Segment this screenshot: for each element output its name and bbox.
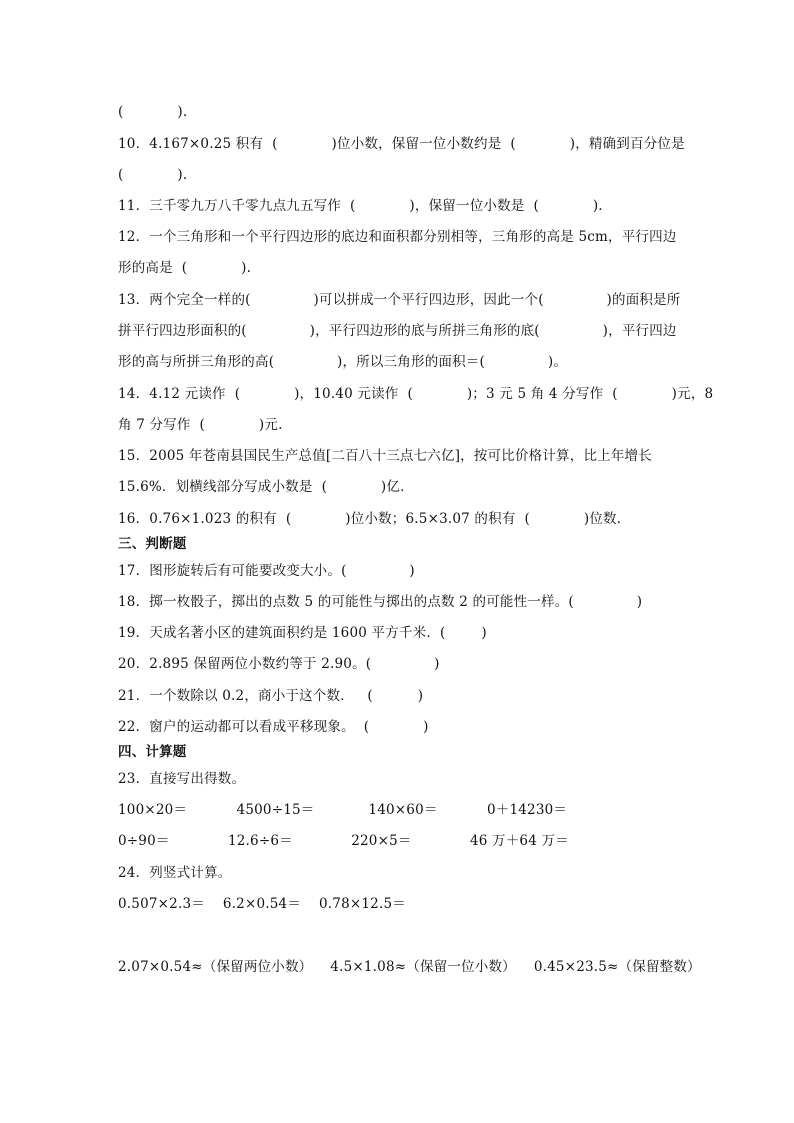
calc-row-1: 100×20＝ 4500÷15＝ 140×60＝ 0＋14230＝ bbox=[118, 802, 568, 818]
question-19: 19．天成名著小区的建筑面积约是 1600 平方千米．( ) bbox=[118, 625, 487, 641]
section-heading-calculation: 四、计算题 bbox=[118, 744, 187, 760]
question-24: 24．列竖式计算。 bbox=[118, 865, 232, 881]
vertical-calc-row-2: 2.07×0.54≈（保留两位小数） 4.5×1.08≈（保留一位小数） 0.45×23.5≈（保留整数） bbox=[118, 959, 701, 975]
question-18: 18．掷一枚骰子，掷出的点数 5 的可能性与掷出的点数 2 的可能性一样。( ) bbox=[118, 594, 643, 610]
calc-row-2: 0÷90＝ 12.6÷6＝ 220×5＝ 46 万＋64 万＝ bbox=[118, 833, 569, 849]
section-heading-judgement: 三、判断题 bbox=[118, 536, 187, 552]
question-14: 14．4.12 元读作 ( )，10.40 元读作 ( )；3 元 5 角 4 分写作 ( )元，8 bbox=[118, 386, 714, 402]
question-13-cont-1: 拼平行四边形面积的( )，平行四边形的底与所拼三角形的底( )，平行四边 bbox=[118, 323, 677, 339]
question-12: 12．一个三角形和一个平行四边形的底边和面积都分别相等，三角形的高是 5cm，平行四边 bbox=[118, 229, 677, 245]
question-23: 23．直接写出得数。 bbox=[118, 771, 246, 787]
question-17: 17．图形旋转后有可能要改变大小。( ) bbox=[118, 563, 415, 579]
question-14-cont: 角 7 分写作 ( )元. bbox=[118, 417, 283, 433]
question-21: 21．一个数除以 0.2，商小于这个数． ( ) bbox=[118, 688, 424, 704]
question-15: 15．2005 年苍南县国民生产总值[二百八十三点七六亿]，按可比价格计算，比上年增长 bbox=[118, 448, 652, 464]
line-answer-9-cont: ( ). bbox=[118, 104, 188, 120]
question-15-cont: 15.6%．划横线部分写成小数是 ( )亿． bbox=[118, 479, 414, 495]
vertical-calc-row-1: 0.507×2.3＝ 6.2×0.54＝ 0.78×12.5＝ bbox=[118, 896, 406, 912]
question-11: 11．三千零九万八千零九点九五写作 ( )，保留一位小数是 ( ). bbox=[118, 198, 603, 214]
question-12-cont: 形的高是 ( ). bbox=[118, 260, 252, 276]
question-13-cont-2: 形的高与所拼三角形的高( )，所以三角形的面积＝( )。 bbox=[118, 354, 568, 370]
question-22: 22．窗户的运动都可以看成平移现象。 ( ) bbox=[118, 719, 429, 735]
question-13: 13．两个完全一样的( )可以拼成一个平行四边形，因此一个( )的面积是所 bbox=[118, 292, 681, 308]
question-10-cont: ( ). bbox=[118, 167, 188, 183]
question-20: 20．2.895 保留两位小数约等于 2.90。( ) bbox=[118, 656, 440, 672]
question-10: 10．4.167×0.25 积有 ( )位小数，保留一位小数约是 ( )，精确到百分位是 bbox=[118, 136, 685, 152]
question-16: 16．0.76×1.023 的积有 ( )位小数；6.5×3.07 的积有 ( )位数． bbox=[118, 511, 631, 527]
